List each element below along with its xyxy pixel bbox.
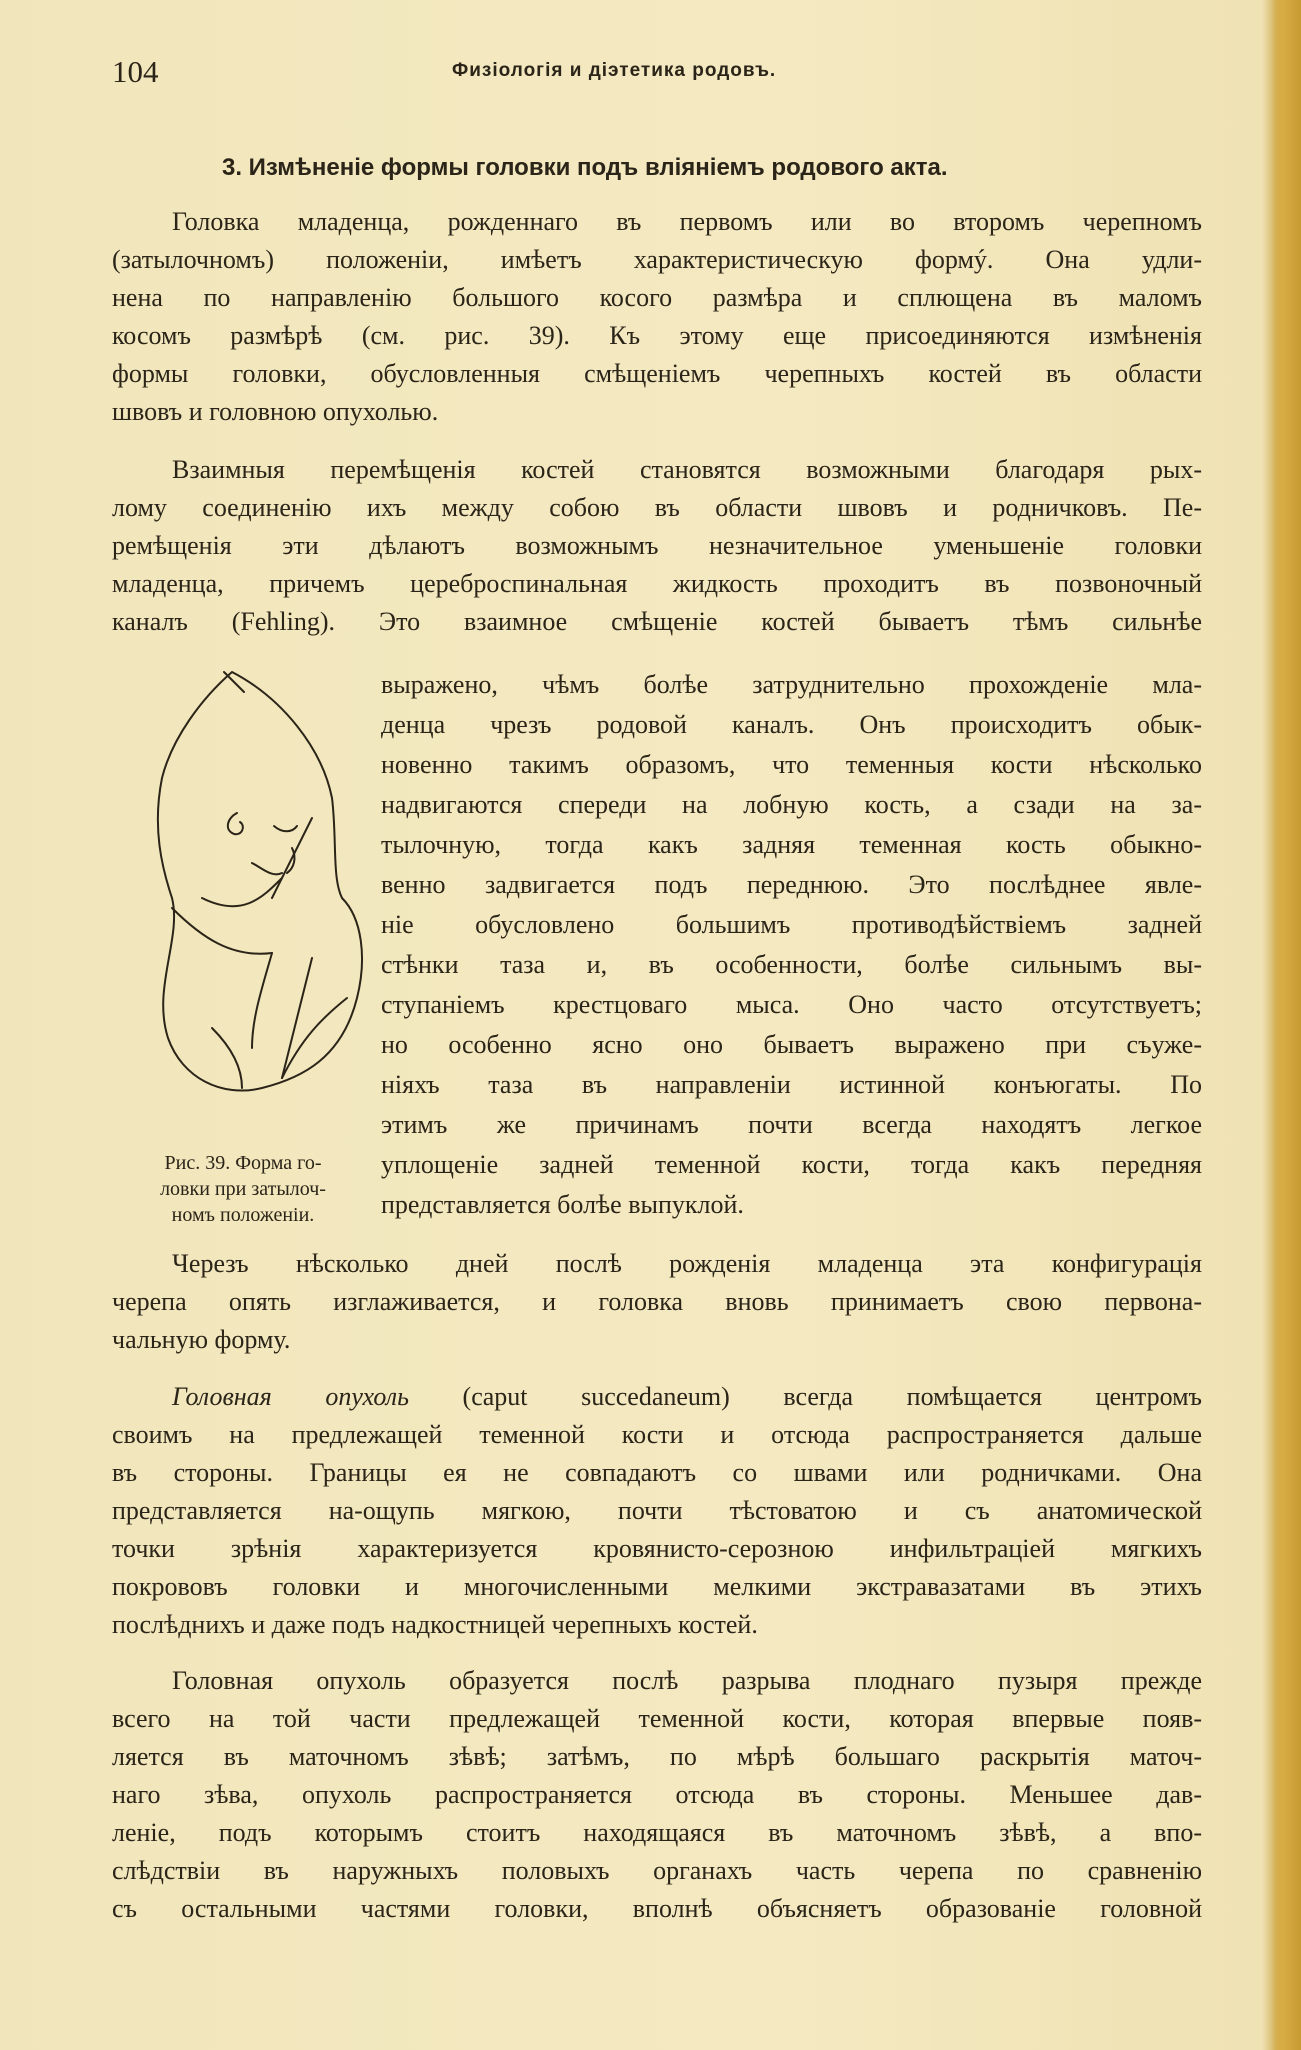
paragraph-line: венно задвигается подъ переднюю. Это послѣднее явле- bbox=[381, 870, 1202, 899]
paragraph-line: денца чрезъ родовой каналъ. Онъ происходитъ обык- bbox=[381, 710, 1202, 739]
page-edge bbox=[1271, 0, 1301, 2050]
paragraph-line: стѣнки таза и, въ особенности, болѣе сильнымъ вы- bbox=[381, 950, 1202, 979]
paragraph-line: представляется болѣе выпуклой. bbox=[381, 1190, 744, 1219]
paragraph-line: представляется на-ощупь мягкою, почти тѣстоватою и съ анатомической bbox=[112, 1496, 1202, 1525]
figure-caption-line: ловки при затылоч- bbox=[160, 1178, 326, 1200]
paragraph-line: этимъ же причинамъ почти всегда находятъ легкое bbox=[381, 1110, 1202, 1139]
page-number: 104 bbox=[112, 54, 159, 89]
paragraph-line: ляется въ маточномъ зѣвѣ; затѣмъ, по мѣрѣ большаго раскрытія маточ- bbox=[112, 1742, 1202, 1771]
paragraph-line: уплощеніе задней теменной кости, тогда какъ передняя bbox=[381, 1150, 1202, 1179]
paragraph-line: ніе обусловлено большимъ противодѣйствіемъ задней bbox=[381, 910, 1202, 939]
paragraph-line: точки зрѣнія характеризуется кровянисто-серозною инфильтраціей мягкихъ bbox=[112, 1534, 1202, 1563]
page-header bbox=[112, 54, 1202, 98]
paragraph-line: Черезъ нѣсколько дней послѣ рожденія младенца эта конфигурація bbox=[172, 1249, 1202, 1278]
paragraph-line: (затылочномъ) положеніи, имѣетъ характеристическую формý. Она удли- bbox=[112, 245, 1202, 274]
paragraph-line: въ стороны. Границы ея не совпадаютъ со швами или родничками. Она bbox=[112, 1458, 1202, 1487]
paragraph-line: съ остальными частями головки, вполнѣ объясняетъ образованіе головной bbox=[112, 1894, 1202, 1923]
paragraph-line: надвигаются спереди на лобную кость, а сзади на за- bbox=[381, 790, 1202, 819]
paragraph-line: черепа опять изглаживается, и головка вновь принимаетъ свою первона- bbox=[112, 1287, 1202, 1316]
figure-39 bbox=[112, 668, 372, 1226]
paragraph-line: слѣдствіи въ наружныхъ половыхъ органахъ часть черепа по сравненію bbox=[112, 1856, 1202, 1885]
term-italic: Головная опухоль bbox=[172, 1382, 409, 1411]
figure-caption bbox=[112, 1150, 374, 1228]
paragraph-line: ніяхъ таза въ направленіи истинной конъюгаты. По bbox=[381, 1070, 1202, 1099]
paragraph-line: лому соединенію ихъ между собою въ области швовъ и родничковъ. Пе- bbox=[112, 493, 1202, 522]
running-head: Физіологія и діэтетика родовъ. bbox=[452, 60, 777, 81]
fetal-head-shape-illustration bbox=[132, 668, 372, 1138]
paragraph-line: новенно такимъ образомъ, что теменныя кости нѣсколько bbox=[381, 750, 1202, 779]
paragraph-line: послѣднихъ и даже подъ надкостницей черепныхъ костей. bbox=[112, 1610, 758, 1639]
paragraph-line: всего на той части предлежащей теменной кости, которая впервые появ- bbox=[112, 1704, 1202, 1733]
paragraph-line: нена по направленію большого косого размѣра и сплющена въ маломъ bbox=[112, 283, 1202, 312]
paragraph-line: швовъ и головною опухолью. bbox=[112, 397, 439, 426]
paragraph-line: покрововъ головки и многочисленными мелкими экстравазатами въ этихъ bbox=[112, 1572, 1202, 1601]
figure-caption-line: Рис. 39. Форма го- bbox=[164, 1152, 322, 1174]
paragraph-line: выражено, чѣмъ болѣе затруднительно прохожденіе мла- bbox=[381, 670, 1202, 699]
paragraph-line: своимъ на предлежащей теменной кости и отсюда распространяется дальше bbox=[112, 1420, 1202, 1449]
paragraph-line-rest: (caput succedaneum) всегда помѣщается центромъ bbox=[408, 1382, 1202, 1411]
paragraph-line: чальную форму. bbox=[112, 1325, 291, 1354]
section-title: 3. Измѣненіе формы головки подъ вліяніемъ родового акта. bbox=[222, 154, 948, 181]
figure-caption-line: номъ положеніи. bbox=[171, 1204, 315, 1226]
paragraph-line: ступаніемъ крестцоваго мыса. Оно часто отсутствуетъ; bbox=[381, 990, 1202, 1019]
paragraph-line: младенца, причемъ цереброспинальная жидкость проходитъ въ позвоночный bbox=[112, 569, 1202, 598]
paragraph-line: наго зѣва, опухоль распространяется отсюда въ стороны. Меньшее дав- bbox=[112, 1780, 1202, 1809]
paragraph-line: Головка младенца, рожденнаго въ первомъ или во второмъ черепномъ bbox=[172, 207, 1202, 236]
paragraph-line: формы головки, обусловленныя смѣщеніемъ черепныхъ костей въ области bbox=[112, 359, 1202, 388]
paragraph-line: Головная опухоль образуется послѣ разрыва плоднаго пузыря прежде bbox=[172, 1666, 1202, 1695]
paragraph-line: ремѣщенія эти дѣлаютъ возможнымъ незначительное уменьшеніе головки bbox=[112, 531, 1202, 560]
paragraph-line: каналъ (Fehling). Это взаимное смѣщеніе костей бываетъ тѣмъ сильнѣе bbox=[112, 607, 1202, 636]
paragraph-line: Взаимныя перемѣщенія костей становятся возможными благодаря рых- bbox=[172, 455, 1202, 484]
paragraph-line: тылочную, тогда какъ задняя теменная кость обыкно- bbox=[381, 830, 1202, 859]
paragraph-line: но особенно ясно оно бываетъ выражено при съуже- bbox=[381, 1030, 1202, 1059]
paragraph-line-caput bbox=[172, 1378, 1202, 1416]
paragraph-line: косомъ размѣрѣ (см. рис. 39). Къ этому еще присоединяются измѣненія bbox=[112, 321, 1202, 350]
paragraph-line: леніе, подъ которымъ стоитъ находящаяся въ маточномъ зѣвѣ, а впо- bbox=[112, 1818, 1202, 1847]
